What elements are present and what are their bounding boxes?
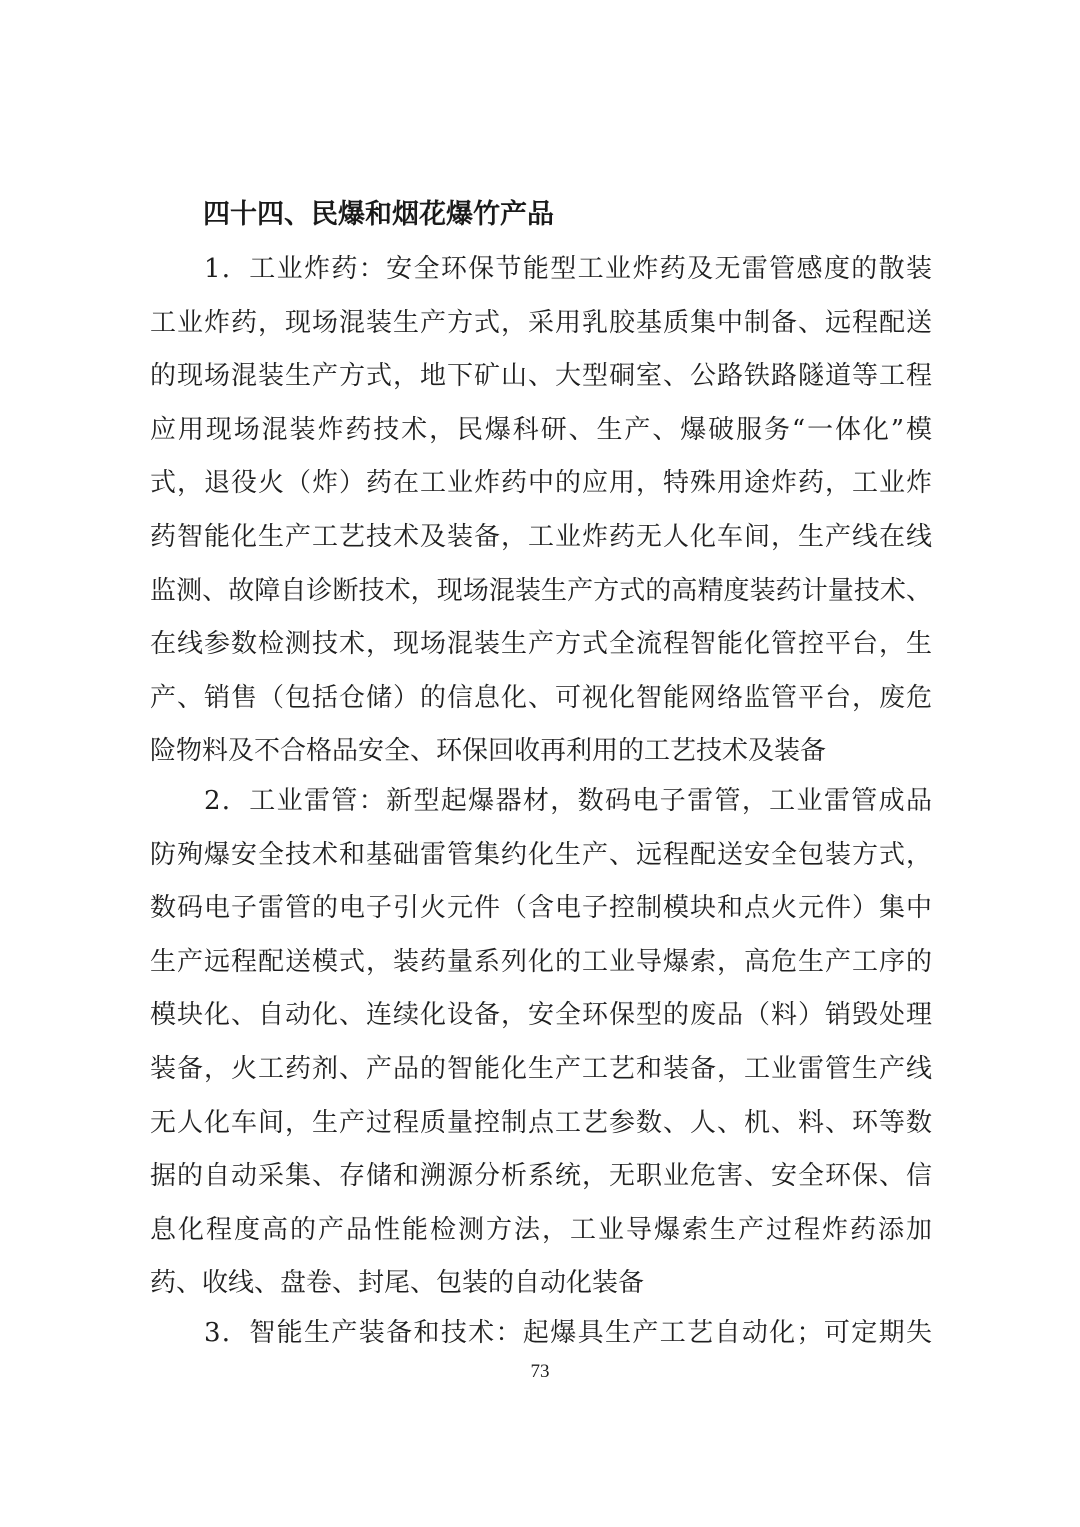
paragraph-line: 装备，火工药剂、产品的智能化生产工艺和装备，工业雷管生产线 xyxy=(150,1053,932,1084)
paragraph-line: 应用现场混装炸药技术，民爆科研、生产、爆破服务“一体化”模 xyxy=(150,414,932,445)
paragraph-line: 药智能化生产工艺技术及装备，工业炸药无人化车间，生产线在线 xyxy=(150,521,932,552)
paragraph-line: 3．智能生产装备和技术：起爆具生产工艺自动化；可定期失 xyxy=(204,1318,932,1348)
paragraph-line: 工业炸药，现场混装生产方式，采用乳胶基质集中制备、远程配送 xyxy=(150,307,932,338)
paragraph-line: 式，退役火（炸）药在工业炸药中的应用，特殊用途炸药，工业炸 xyxy=(150,468,932,499)
paragraph-smart-production xyxy=(150,1307,932,1361)
paragraph-line: 监测、故障自诊断技术，现场混装生产方式的高精度装药计量技术、 xyxy=(150,575,932,606)
paragraph-line: 模块化、自动化、连续化设备，安全环保型的废品（料）销毁处理 xyxy=(150,1000,932,1031)
paragraph-line: 息化程度高的产品性能检测方法，工业导爆索生产过程炸药添加 xyxy=(150,1214,932,1245)
paragraph-line: 防殉爆安全技术和基础雷管集约化生产、远程配送安全包装方式， xyxy=(150,839,932,870)
section-heading: 四十四、民爆和烟花爆竹产品 xyxy=(203,199,554,230)
paragraph-industrial-explosives xyxy=(150,243,932,779)
paragraph-industrial-detonators xyxy=(150,775,932,1311)
paragraph-line: 药、收线、盘卷、封尾、包装的自动化装备 xyxy=(150,1268,645,1299)
paragraph-line: 据的自动采集、存储和溯源分析系统，无职业危害、安全环保、信 xyxy=(150,1161,932,1192)
paragraph-line: 2．工业雷管：新型起爆器材，数码电子雷管，工业雷管成品 xyxy=(204,786,932,816)
paragraph-line: 1．工业炸药：安全环保节能型工业炸药及无雷管感度的散装 xyxy=(204,254,932,284)
paragraph-line: 在线参数检测技术，现场混装生产方式全流程智能化管控平台，生 xyxy=(150,629,932,660)
paragraph-line: 产、销售（包括仓储）的信息化、可视化智能网络监管平台，废危 xyxy=(150,682,932,713)
paragraph-line: 无人化车间，生产过程质量控制点工艺参数、人、机、料、环等数 xyxy=(150,1107,932,1138)
page-number: 73 xyxy=(530,1361,550,1382)
paragraph-line: 的现场混装生产方式，地下矿山、大型硐室、公路铁路隧道等工程 xyxy=(150,361,932,392)
paragraph-line: 险物料及不合格品安全、环保回收再利用的工艺技术及装备 xyxy=(150,736,827,767)
paragraph-line: 生产远程配送模式，装药量系列化的工业导爆索，高危生产工序的 xyxy=(150,946,932,977)
paragraph-line: 数码电子雷管的电子引火元件（含电子控制模块和点火元件）集中 xyxy=(150,893,932,924)
